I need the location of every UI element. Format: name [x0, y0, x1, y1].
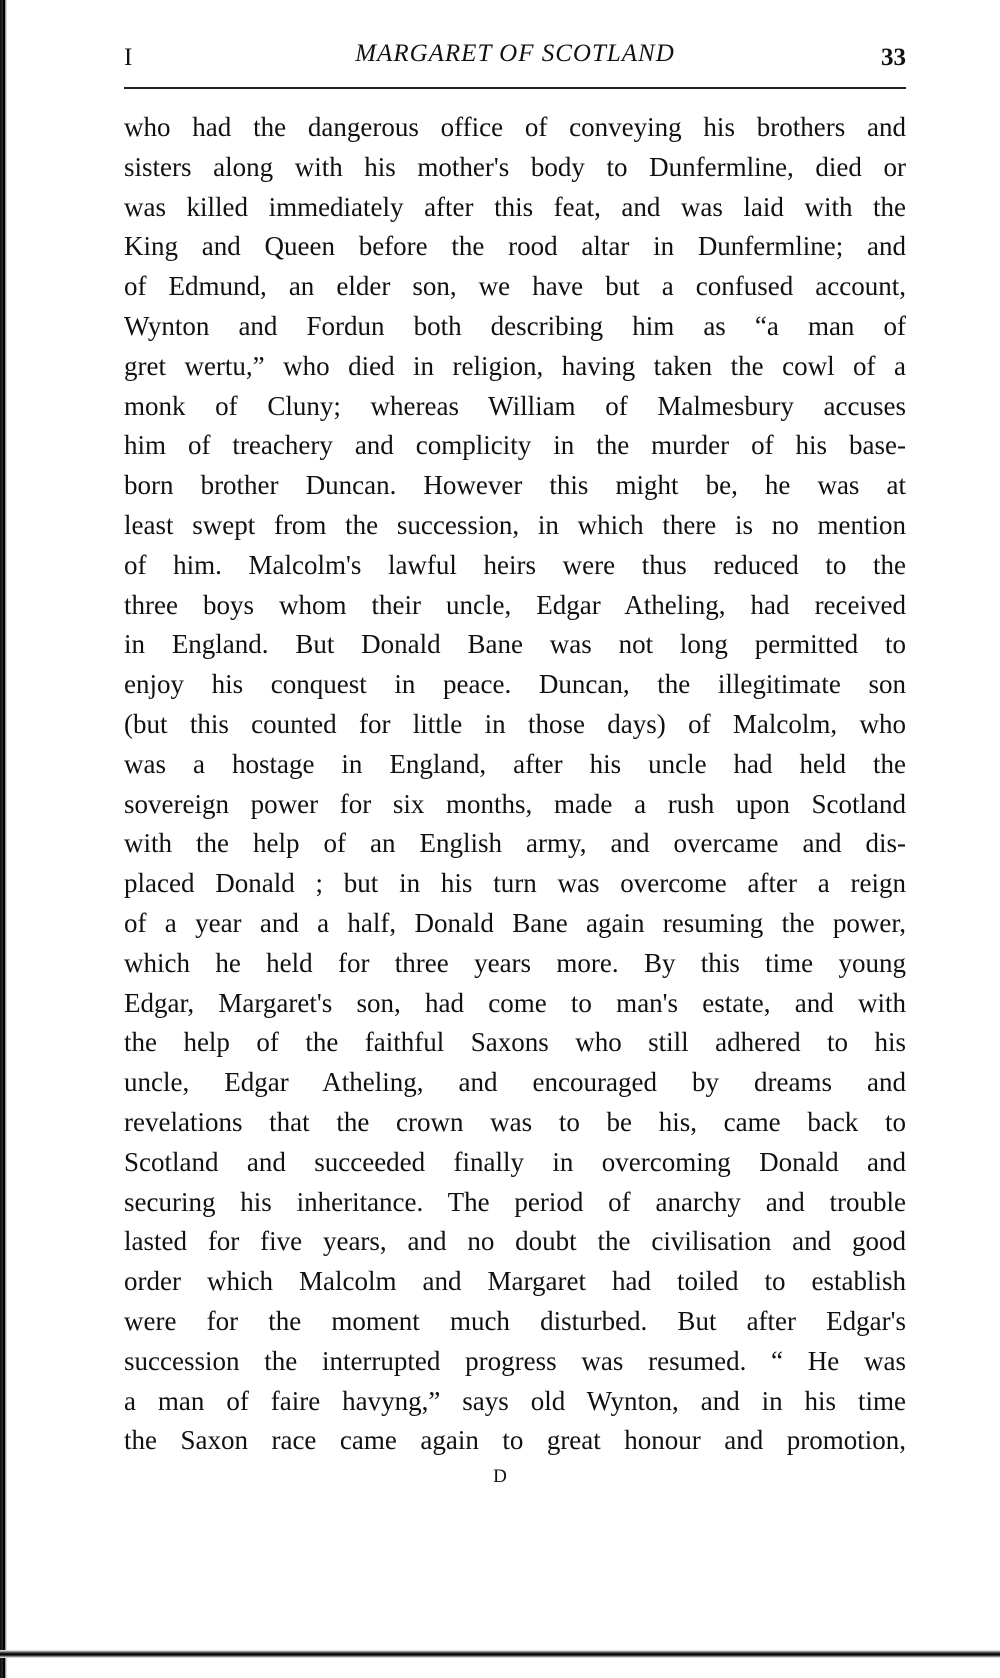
text-line: enjoy his conquest in peace. Duncan, the illegitimate son: [124, 669, 906, 700]
text-line: who had the dangerous office of conveying his brothers and: [124, 112, 906, 142]
text-line: Edgar, Margaret's son, had come to man's estate, and with: [124, 987, 906, 1018]
page-number: 33: [881, 44, 906, 71]
running-title: MARGARET OF SCOTLAND: [355, 40, 675, 67]
text-line: placed Donald ; but in his turn was overcome after a reign: [124, 868, 906, 899]
text-line: securing his inheritance. The period of anarchy and trouble: [124, 1186, 906, 1217]
text-line: him of treachery and complicity in the murder of his base-: [124, 430, 906, 461]
text-line: King and Queen before the rood altar in Dunfermline; and: [124, 231, 906, 262]
running-header: [124, 40, 906, 76]
text-line: gret wertu,” who died in religion, having taken the cowl of a: [124, 350, 906, 381]
scan-bottom-edge: [0, 1650, 1000, 1658]
text-line: least swept from the succession, in which there is no mention: [124, 509, 906, 540]
text-line: with the help of an English army, and overcame and dis-: [124, 828, 906, 859]
text-line: revelations that the crown was to be his, came back to: [124, 1106, 906, 1137]
text-line: was a hostage in England, after his uncle had held the: [124, 748, 906, 779]
text-line: sovereign power for six months, made a rush upon Scotland: [124, 788, 906, 819]
text-line: of him. Malcolm's lawful heirs were thus reduced to the: [124, 549, 906, 580]
text-line: three boys whom their uncle, Edgar Atheling, had received: [124, 589, 906, 620]
text-line: sisters along with his mother's body to Dunfermline, died or: [124, 151, 906, 182]
text-line: Scotland and succeeded finally in overcoming Donald and: [124, 1146, 906, 1177]
text-line: the help of the faithful Saxons who still adhered to his: [124, 1027, 906, 1058]
text-line: order which Malcolm and Margaret had toiled to establish: [124, 1266, 906, 1297]
text-line: a man of faire havyng,” says old Wynton, and in his time: [124, 1385, 906, 1416]
text-line: of a year and a half, Donald Bane again resuming the power,: [124, 907, 906, 938]
text-line: monk of Cluny; whereas William of Malmesbury accuses: [124, 390, 906, 421]
text-line: was killed immediately after this feat, and was laid with the: [124, 191, 906, 222]
text-line: succession the interrupted progress was resumed. “ He was: [124, 1345, 906, 1376]
chapter-numeral: I: [124, 44, 133, 71]
body-text: [124, 108, 906, 1461]
text-line: lasted for five years, and no doubt the civilisation and good: [124, 1226, 906, 1257]
text-line: of Edmund, an elder son, we have but a confused account,: [124, 271, 906, 302]
text-line: uncle, Edgar Atheling, and encouraged by dreams and: [124, 1067, 906, 1098]
header-rule: [124, 87, 906, 89]
text-line: were for the moment much disturbed. But after Edgar's: [124, 1305, 906, 1336]
text-line: Wynton and Fordun both describing him as “a man of: [124, 310, 906, 341]
text-line: born brother Duncan. However this might be, he was at: [124, 470, 906, 501]
text-line: the Saxon race came again to great honour and promotion,: [124, 1425, 906, 1456]
scan-left-edge-line: [3, 0, 5, 1678]
text-line: (but this counted for little in those days) of Malcolm, who: [124, 708, 906, 739]
text-line: in England. But Donald Bane was not long permitted to: [124, 629, 906, 660]
text-line: which he held for three years more. By this time young: [124, 947, 906, 978]
signature-mark: D: [493, 1466, 507, 1487]
